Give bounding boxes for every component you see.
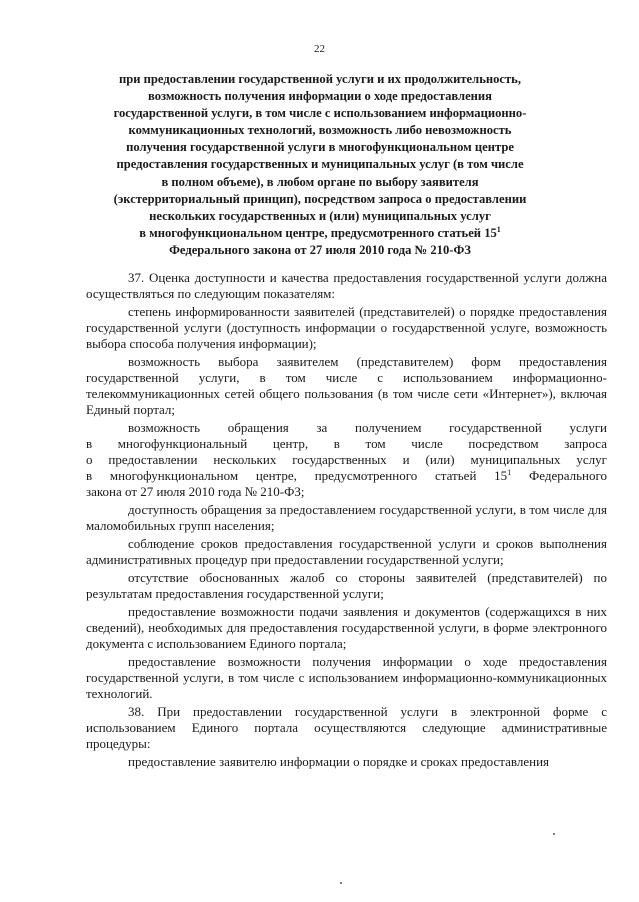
indicator-item: предоставление возможности подачи заявления и документов (содержащихся в них сведений), необходимых для предоставления государственной услуги, в форме электронного документа с использованием Единого портала; — [86, 604, 607, 652]
heading-line: государственной услуги, в том числе с использованием информационно- — [113, 106, 527, 121]
paragraph-line: о предоставлении нескольких государственных и (или) муниципальных услуг — [86, 451, 607, 467]
heading-line: в полном объеме), в любом органе по выбору заявителя — [161, 174, 479, 189]
heading-line: нескольких государственных и (или) муниципальных услуг — [149, 208, 491, 223]
paragraph-line: закона от 27 июля 2010 года № 210-ФЗ; — [86, 483, 305, 499]
heading-line: предоставления государственных и муниципальных услуг (в том числе — [116, 157, 524, 172]
scan-speck — [553, 833, 555, 835]
heading-line: получения государственной услуги в многофункциональном центре — [126, 140, 514, 155]
indicator-item: возможность выбора заявителем (представителем) форм предоставления государственной услуги, в том числе с использованием информационно-телекоммуникационных сетей общего пользования (в том числе сети «Интернет»), включая Единый портал; — [86, 354, 607, 417]
page-number: 22 — [314, 43, 325, 55]
procedure-item: предоставление заявителю информации о порядке и сроках предоставления — [128, 754, 550, 770]
heading-line: (экстерриториальный принцип), посредством запроса о предоставлении — [113, 191, 527, 206]
indicator-item: соблюдение сроков предоставления государственной услуги и сроков выполнения административных процедур при предоставлении государственной услуги; — [86, 535, 607, 567]
heading-line: Федерального закона от 27 июля 2010 года № 210-ФЗ — [169, 242, 471, 257]
indicator-item: степень информированности заявителей (представителей) о порядке предоставления государственной услуги (доступность информации о государственной услуге, возможность выбора способа получения информации); — [86, 304, 607, 351]
paragraph-line: в многофункциональный центр, в том числе посредством запроса — [86, 435, 607, 451]
paragraph-line: возможность обращения за получением государственной услуги — [128, 420, 607, 436]
paragraph-37: 37. Оценка доступности и качества предоставления государственной услуги должна осуществляться по следующим показателям: — [86, 270, 607, 301]
heading-line: при предоставлении государственной услуги и их продолжительность, — [118, 72, 521, 86]
indicator-item — [86, 420, 607, 500]
heading-line-text: в многофункциональном центре, предусмотренного статьей 15 — [139, 225, 497, 240]
superscript-mark: 1 — [496, 224, 501, 234]
section-heading — [80, 71, 560, 259]
indicator-item: доступность обращения за предоставлением государственной услуги, в том числе для маломобильных групп населения; — [86, 501, 607, 533]
scan-speck — [340, 882, 342, 884]
heading-line-with-footnote — [80, 225, 560, 242]
indicator-item: предоставление возможности получения информации о ходе предоставления государственной услуги, в том числе с использованием информационно-коммуникационных технологий. — [86, 654, 607, 702]
superscript-mark: 1 — [507, 467, 512, 477]
indicator-item: отсутствие обоснованных жалоб со стороны заявителей (представителей) по результатам предоставления государственной услуги; — [86, 570, 607, 601]
paragraph-line: в многофункциональном центре, предусмотренного статьей $15^1$ Федерального — [86, 467, 607, 483]
heading-line: коммуникационных технологий, возможность либо невозможность — [128, 123, 512, 138]
heading-line: возможность получения информации о ходе предоставления — [147, 89, 492, 104]
document-body — [86, 270, 607, 772]
paragraph-38: 38. При предоставлении государственной услуги в электронной форме с использованием Единого портала осуществляются следующие административные процедуры: — [86, 704, 607, 752]
